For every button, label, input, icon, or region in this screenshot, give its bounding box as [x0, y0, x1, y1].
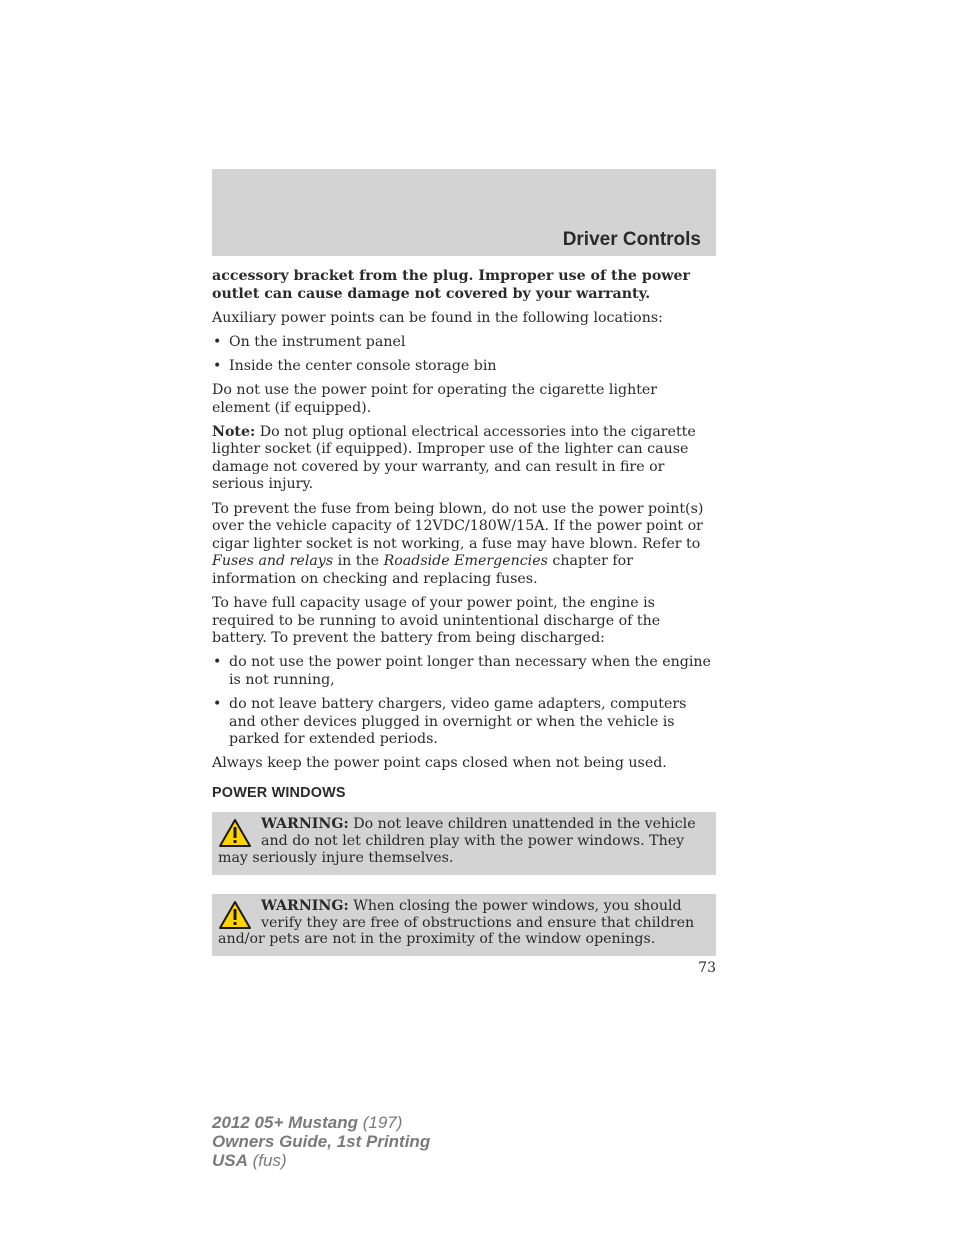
bullet-icon: •	[213, 654, 222, 671]
power-windows-heading: POWER WINDOWS	[212, 784, 346, 801]
list-item: • do not use the power point longer than necessary when the engine is not running,	[213, 654, 711, 688]
section-title: Driver Controls	[562, 229, 701, 250]
warning-box	[212, 894, 716, 956]
discharge-tips-list	[212, 654, 716, 748]
document-footer	[212, 1113, 430, 1170]
capacity-paragraph: To have full capacity usage of your power point, the engine is required to be running to avoid unintentional discharge of the battery. To prevent the battery from being discharged:	[212, 595, 661, 647]
continued-warning-text: accessory bracket from the plug. Improper use of the power outlet can cause damage not covered by your warranty.	[212, 268, 690, 302]
footer-line-edition: Owners Guide, 1st Printing	[212, 1132, 431, 1151]
locations-intro: Auxiliary power points can be found in the following locations:	[212, 309, 663, 326]
fuses-reference: Fuses and relays	[212, 553, 334, 570]
page-content	[212, 268, 716, 975]
warning-label: WARNING:	[261, 897, 349, 914]
locations-list	[212, 334, 716, 376]
warning-triangle-icon	[218, 900, 252, 930]
bullet-icon: •	[213, 357, 222, 374]
warning-text: Do not leave children unattended in the vehicle and do not let children play with the power windows. They may seriously injure themselves.	[218, 816, 696, 867]
chapter-reference: Roadside Emergencies	[383, 553, 548, 570]
note-paragraph: Note: Do not plug optional electrical accessories into the cigarette lighter socket (if equipped). Improper use of the lighter can cause damage not covered by your warranty, and can result in fire or serious injury.	[212, 423, 696, 493]
warning-box	[212, 812, 716, 874]
warning-triangle-icon	[218, 818, 252, 848]
bullet-icon: •	[213, 333, 222, 350]
list-item: • On the instrument panel	[213, 333, 406, 350]
warning-label: WARNING:	[261, 816, 349, 833]
bullet-icon: •	[213, 695, 222, 712]
section-header-band	[212, 169, 716, 256]
page-number: 73	[698, 960, 716, 976]
note-label: Note:	[212, 423, 256, 440]
lighter-caution: Do not use the power point for operating the cigarette lighter element (if equipped).	[212, 381, 658, 416]
list-item: • do not leave battery chargers, video game adapters, computers and other devices plugged in overnight or when the vehicle is parked for extended periods.	[213, 695, 687, 748]
fuse-paragraph: To prevent the fuse from being blown, do not use the power point(s) over the vehicle capacity of 12VDC/180W/15A. If the power point or cigar lighter socket is not working, a fuse may have blown. Refer to Fuses and relays in the Roadside Emergencies chapter for information on checking and replacing fuses.	[212, 500, 704, 587]
warning-text: When closing the power windows, you should verify they are free of obstructions and ensure that children and/or pets are not in the proximity of the window openings.	[218, 897, 695, 948]
footer-line-model: 2012 05+ Mustang (197)	[212, 1113, 403, 1132]
footer-line-region: USA (fus)	[212, 1151, 287, 1170]
list-item: • Inside the center console storage bin	[213, 357, 497, 374]
caps-paragraph: Always keep the power point caps closed when not being used.	[212, 755, 667, 772]
